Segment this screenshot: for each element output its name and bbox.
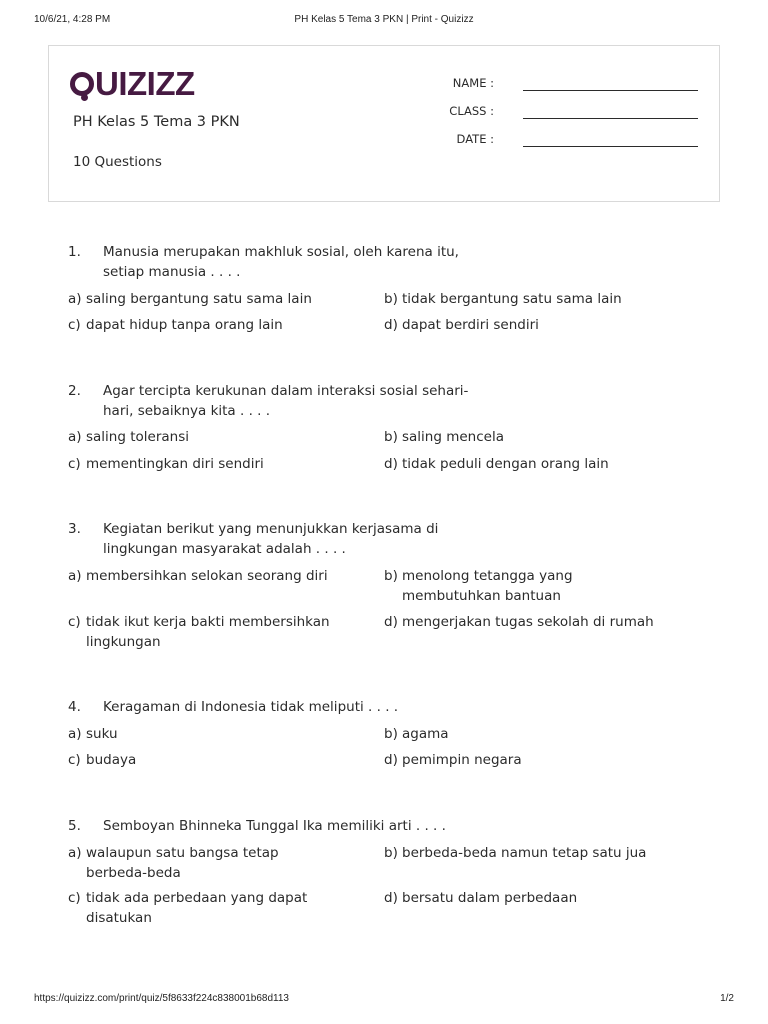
option-letter: d) [384, 752, 398, 768]
option-d [384, 612, 674, 632]
option-letter: c) [68, 317, 81, 333]
date-line [523, 146, 698, 147]
name-field [452, 76, 698, 96]
quiz-header-card [48, 45, 720, 202]
option-text: menolong tetangga yang membutuhkan bantuan [402, 568, 573, 604]
quizizz-logo [70, 64, 195, 104]
option-text: bersatu dalam perbedaan [402, 890, 578, 906]
question-text-line: Keragaman di Indonesia tidak meliputi . . . . [103, 699, 399, 715]
option-letter: d) [384, 317, 398, 333]
option-letter: c) [68, 752, 81, 768]
option-text: pemimpin negara [402, 752, 522, 768]
option-c [68, 612, 358, 652]
option-letter: b) [384, 429, 398, 445]
question-text [103, 697, 478, 717]
logo-q-icon [70, 72, 94, 96]
option-letter: b) [384, 726, 398, 742]
option-letter: a) [68, 845, 82, 861]
option-text: saling bergantung satu sama lain [86, 291, 312, 307]
question-number: 2. [68, 383, 81, 399]
option-text: tidak ikut kerja bakti membersihkan lingkungan [86, 614, 330, 650]
option-text: agama [402, 726, 449, 742]
option-letter: c) [68, 614, 81, 630]
option-text: tidak peduli dengan orang lain [402, 456, 609, 472]
option-letter: a) [68, 291, 82, 307]
print-footer [34, 993, 734, 1009]
option-a [68, 843, 358, 883]
question-text [103, 519, 478, 559]
question-text-line: Agar tercipta kerukunan dalam interaksi sosial sehari- [103, 383, 469, 399]
question-text-line: setiap manusia . . . . [103, 264, 241, 280]
option-d [384, 750, 674, 770]
option-a [68, 427, 358, 447]
option-b [384, 843, 674, 863]
option-text: walaupun satu bangsa tetap berbeda-beda [86, 845, 279, 881]
question-text-line: hari, sebaiknya kita . . . . [103, 403, 271, 419]
option-b [384, 427, 674, 447]
question-number: 1. [68, 244, 81, 260]
date-field [458, 132, 698, 152]
option-letter: c) [68, 890, 81, 906]
option-letter: d) [384, 614, 398, 630]
option-letter: b) [384, 291, 398, 307]
option-text: suku [86, 726, 118, 742]
question-number: 5. [68, 818, 81, 834]
option-b [384, 289, 674, 309]
logo-text: UIZIZZ [95, 65, 195, 102]
option-a [68, 566, 358, 586]
option-c [68, 315, 358, 335]
option-letter: a) [68, 568, 82, 584]
option-letter: d) [384, 890, 398, 906]
question-text-line: Kegiatan berikut yang menunjukkan kerjasama di [103, 521, 439, 537]
option-c [68, 888, 358, 928]
question-text [103, 816, 478, 836]
question-text-line: Manusia merupakan makhluk sosial, oleh karena itu, [103, 244, 459, 260]
option-text: saling mencela [402, 429, 504, 445]
question-number: 4. [68, 699, 81, 715]
option-text: membersihkan selokan seorang diri [86, 568, 328, 584]
print-url[interactable]: https://quizizz.com/print/quiz/5f8633f224c838001b68d113 [34, 993, 289, 1004]
option-letter: d) [384, 456, 398, 472]
option-text: berbeda-beda namun tetap satu jua [402, 845, 647, 861]
class-field [449, 104, 698, 124]
date-label: DATE : [456, 132, 494, 146]
question-number: 3. [68, 521, 81, 537]
question-text-line: Semboyan Bhinneka Tunggal Ika memiliki arti . . . . [103, 818, 446, 834]
option-c [68, 750, 358, 770]
option-text: tidak bergantung satu sama lain [402, 291, 622, 307]
option-text: mengerjakan tugas sekolah di rumah [402, 614, 654, 630]
option-letter: a) [68, 429, 82, 445]
option-letter: b) [384, 568, 398, 584]
page-number: 1/2 [720, 993, 734, 1004]
option-a [68, 724, 358, 744]
option-d [384, 888, 674, 908]
option-b [384, 724, 674, 744]
option-text: saling toleransi [86, 429, 189, 445]
quiz-title: PH Kelas 5 Tema 3 PKN [73, 114, 240, 130]
option-d [384, 315, 674, 335]
option-text: dapat berdiri sendiri [402, 317, 539, 333]
class-label: CLASS : [449, 104, 494, 118]
option-letter: a) [68, 726, 82, 742]
question-text-line: lingkungan masyarakat adalah . . . . [103, 541, 346, 557]
option-d [384, 454, 674, 474]
option-text: dapat hidup tanpa orang lain [86, 317, 283, 333]
print-header [34, 14, 734, 30]
option-b [384, 566, 674, 606]
name-line [523, 90, 698, 91]
class-line [523, 118, 698, 119]
option-c [68, 454, 358, 474]
question-count: 10 Questions [73, 154, 162, 170]
print-datetime: 10/6/21, 4:28 PM [34, 14, 111, 25]
name-label: NAME : [452, 76, 494, 90]
option-text: tidak ada perbedaan yang dapat disatukan [86, 890, 308, 926]
question-text [103, 242, 478, 282]
option-text: budaya [86, 752, 137, 768]
option-letter: c) [68, 456, 81, 472]
option-letter: b) [384, 845, 398, 861]
question-text [103, 381, 478, 421]
option-text: mementingkan diri sendiri [86, 456, 264, 472]
print-page-title: PH Kelas 5 Tema 3 PKN | Print - Quizizz [294, 14, 474, 25]
option-a [68, 289, 358, 309]
